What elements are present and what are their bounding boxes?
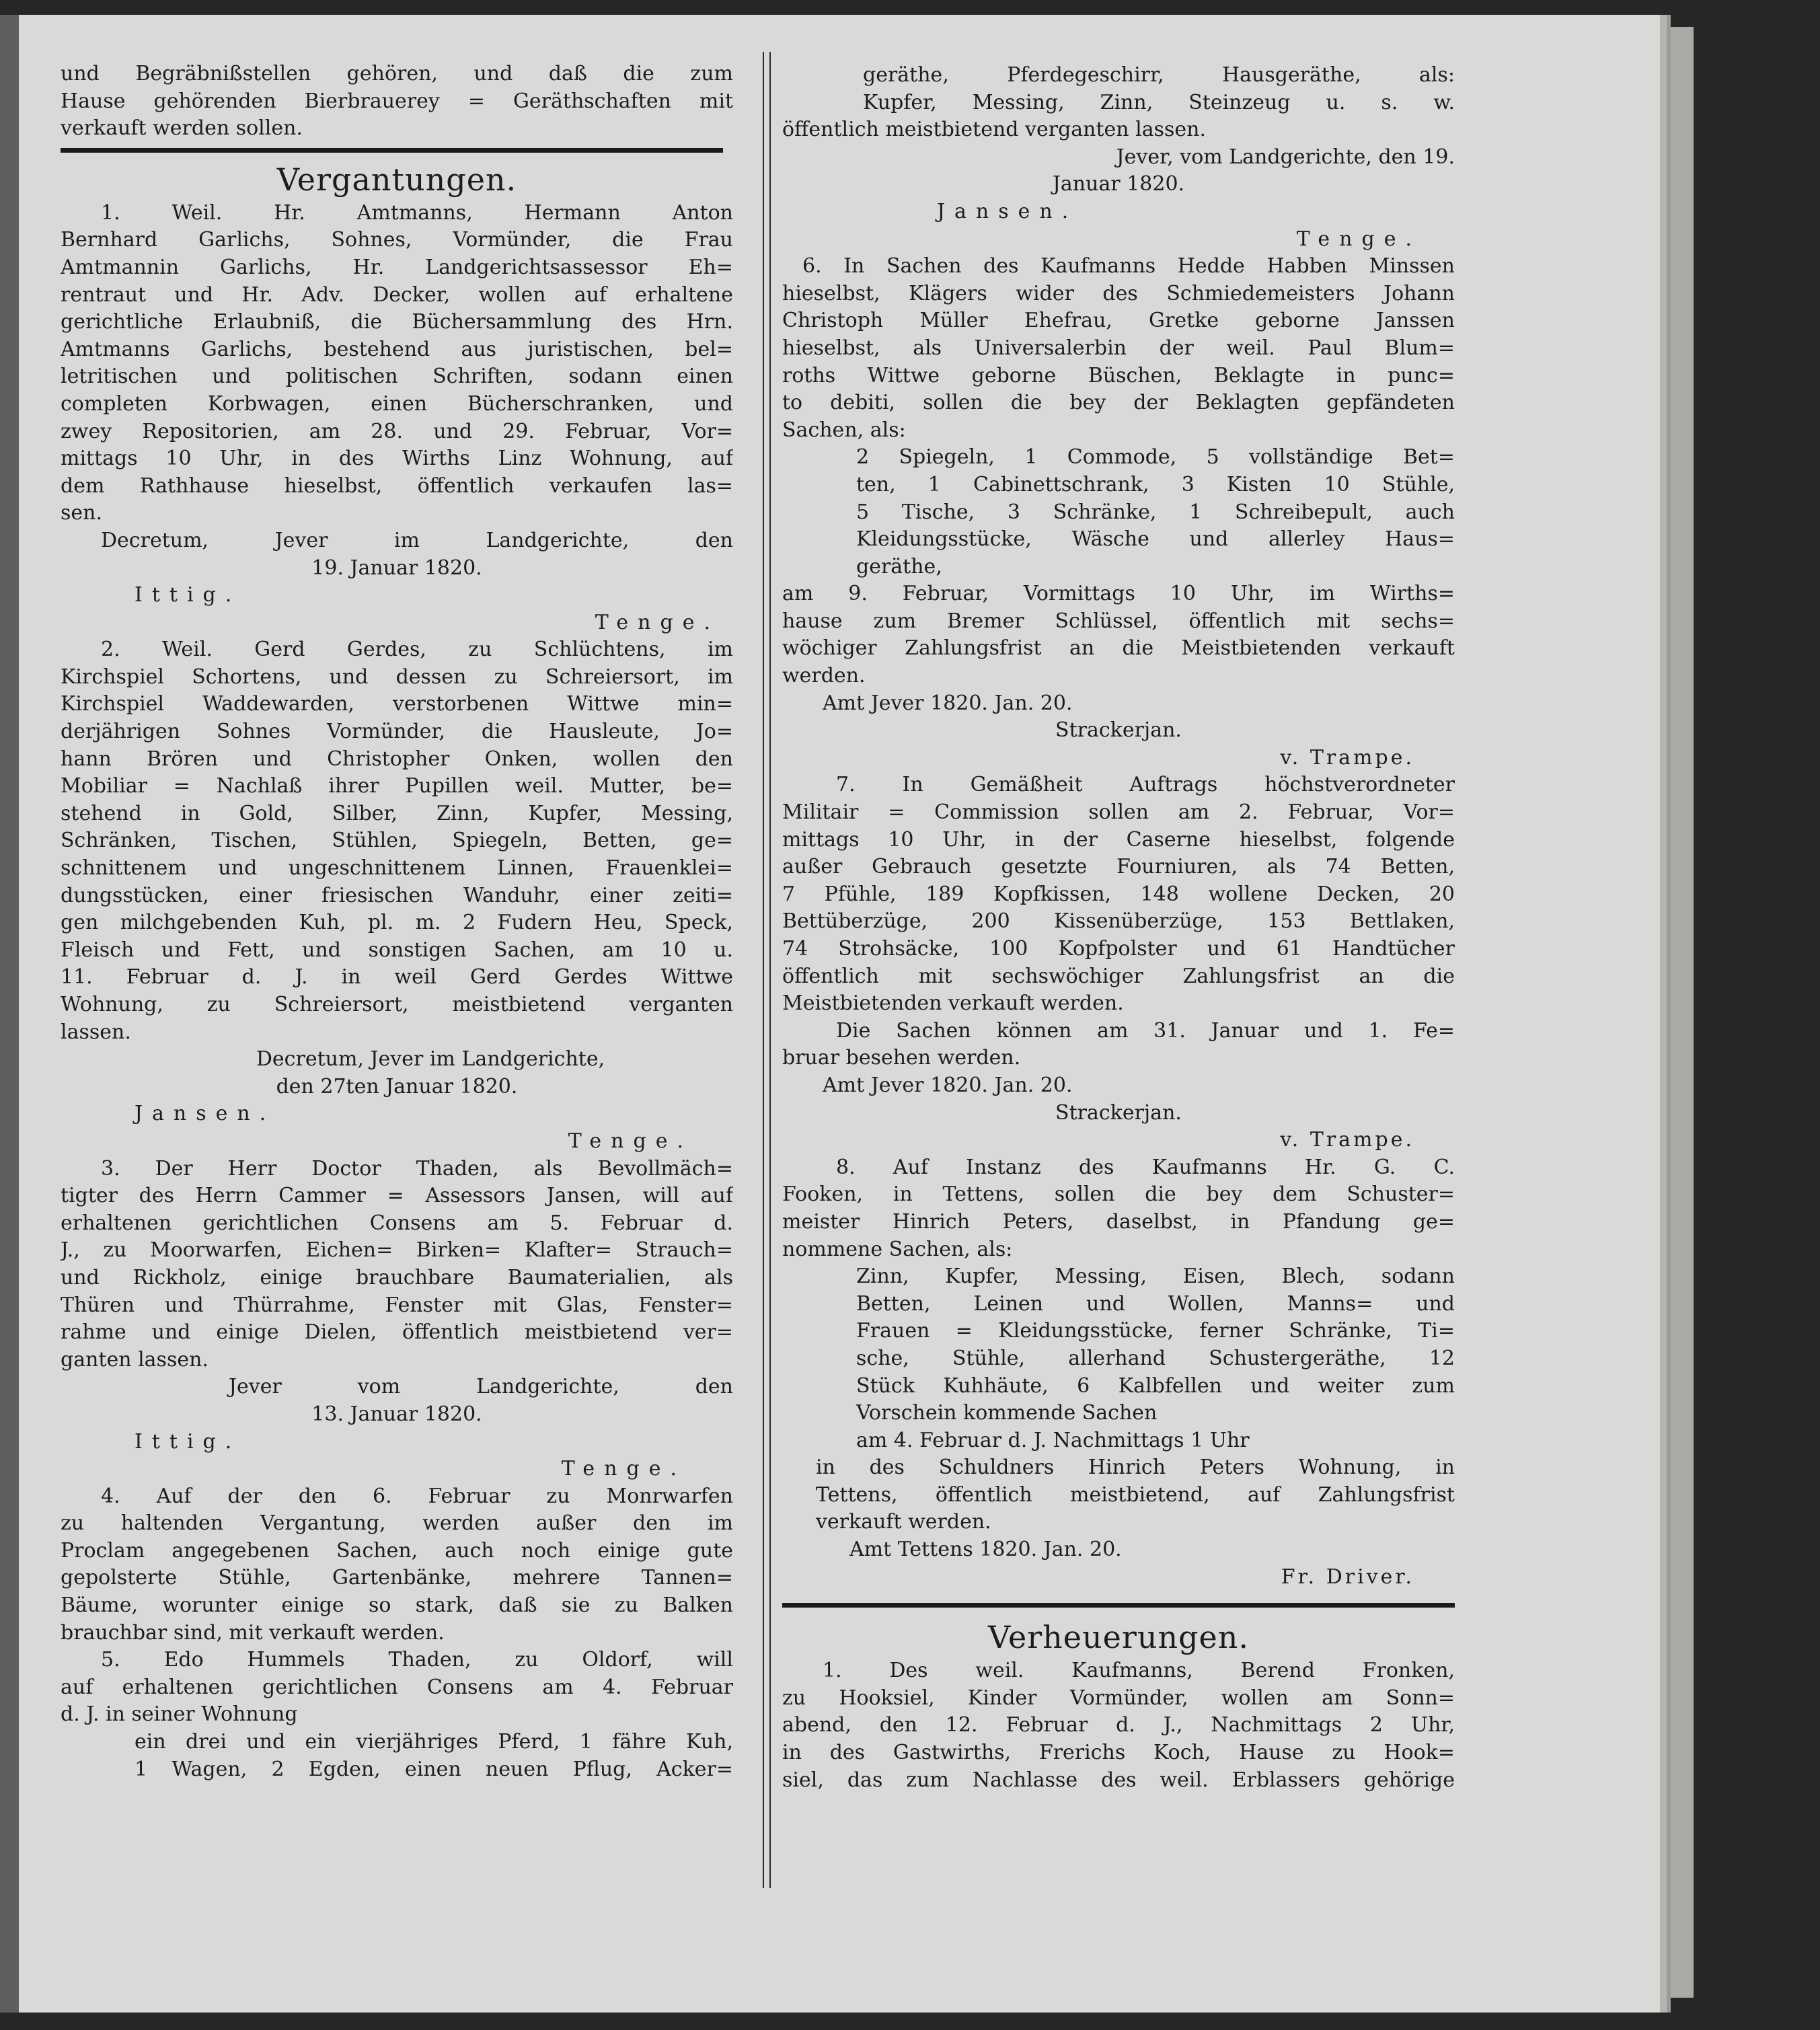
text-line: Wohnung, zu Schreiersort, meistbietend verganten (61, 993, 733, 1016)
text-line: sen. (61, 501, 103, 525)
text-line: 1. Weil. Hr. Amtmanns, Hermann Anton (101, 200, 733, 225)
text-line: am 9. Februar, Vormittags 10 Uhr, im Wirths= (782, 582, 1455, 606)
text-line: am 4. Februar d. J. Nachmittags 1 Uhr (856, 1428, 1250, 1452)
text-line: lassen. (61, 1020, 131, 1044)
text-line: Betten, Leinen und Wollen, Manns= und (856, 1291, 1455, 1316)
signer-right: v. Trampe. (1280, 1128, 1414, 1152)
text-line: wöchiger Zahlungsfrist an die Meistbietenden verkauft (782, 636, 1455, 661)
text-line: 7. In Gemäßheit Auftrags höchstverordneter (836, 773, 1455, 797)
text-line: Sachen, als: (782, 418, 906, 442)
text-line: siel, das zum Nachlasse des weil. Erblassers gehörige (782, 1768, 1455, 1792)
office-line: Amt Jever 1820. Jan. 20. (823, 1073, 1073, 1097)
text-line: 5 Tische, 3 Schränke, 1 Schreibepult, auch (856, 500, 1455, 524)
text-line: erhaltenen gerichtlichen Consens am 5. Februar d. (61, 1211, 733, 1235)
text-line: completen Korbwagen, einen Bücherschranken, und (61, 391, 733, 416)
text-line: geräthe, (856, 554, 942, 578)
column-divider (763, 52, 771, 1888)
text-line: derjährigen Sohnes Vormünder, die Hausleute, Jo= (61, 720, 733, 744)
text-line: sche, Stühle, allerhand Schustergeräthe, 12 (856, 1346, 1455, 1370)
text-line: schnittenem und ungeschnittenem Linnen, Frauenklei= (61, 856, 733, 880)
text-line: hause zum Bremer Schlüssel, öffentlich mit sechs= (782, 609, 1455, 633)
text-line: ganten lassen. (61, 1347, 208, 1371)
text-line: 2 Spiegeln, 1 Commode, 5 vollständige Bet= (856, 445, 1455, 469)
page-edge (1667, 27, 1694, 1998)
text-line: öffentlich meistbietend verganten lassen. (782, 118, 1207, 142)
text-line: 74 Strohsäcke, 100 Kopfpolster und 61 Handtücher (782, 937, 1455, 961)
signer-right: v. Trampe. (1280, 745, 1414, 769)
text-line: Bäume, worunter einige so stark, daß sie zu Balken (61, 1593, 733, 1618)
text-line: ten, 1 Cabinettschrank, 3 Kisten 10 Stühle, (856, 472, 1455, 496)
text-line: stehend in Gold, Silber, Zinn, Kupfer, Messing, (61, 801, 733, 825)
section-rule (61, 148, 723, 153)
section-title: Verheuerungen. (987, 1619, 1250, 1656)
item-7 (782, 772, 1455, 1154)
decree-line: Decretum, Jever im Landgerichte, den (101, 528, 733, 552)
text-line: Hause gehörenden Bierbrauerey = Geräthschaften mit (61, 89, 733, 113)
text-line: Kirchspiel Waddewarden, verstorbenen Wittwe min= (61, 692, 733, 716)
text-line: 11. Februar d. J. in weil Gerd Gerdes Wittwe (61, 965, 733, 989)
text-line: Amtmanns Garlichs, bestehend aus juristischen, bel= (61, 337, 733, 361)
text-line: und Rickholz, einige brauchbare Baumaterialien, als (61, 1265, 733, 1289)
book-binding (0, 15, 19, 2013)
text-line: 1. Des weil. Kaufmanns, Berend Fronken, (823, 1659, 1455, 1683)
text-line: bruar besehen werden. (782, 1046, 1021, 1070)
decree-date: den 27ten Januar 1820. (276, 1074, 518, 1098)
signer-right: Fr. Driver. (1281, 1565, 1414, 1589)
text-line: Kleidungsstücke, Wäsche und allerley Haus= (856, 527, 1455, 552)
text-line: 6. In Sachen des Kaufmanns Hedde Habben Minssen (802, 254, 1455, 278)
text-line: Proclam angegebenen Sachen, auch noch einige gute (61, 1538, 733, 1563)
text-line: Schränken, Tischen, Stühlen, Spiegeln, Betten, ge= (61, 829, 733, 853)
text-line: Kirchspiel Schortens, und dessen zu Schreiersort, im (61, 665, 733, 689)
text-line: hieselbst, als Universalerbin der weil. Paul Blum= (782, 336, 1455, 360)
text-line: Bernhard Garlichs, Sohnes, Vormünder, die Frau (61, 228, 733, 252)
newspaper-page (19, 15, 1667, 2013)
text-line: nommene Sachen, als: (782, 1237, 1013, 1261)
text-line: Zinn, Kupfer, Messing, Eisen, Blech, sodann (856, 1265, 1455, 1289)
text-line: zu haltenden Vergantung, werden außer den im (61, 1511, 733, 1536)
text-line: rahme und einige Dielen, öffentlich meistbietend ver= (61, 1320, 733, 1345)
text-line: hann Brören und Christopher Onken, wollen den (61, 747, 733, 771)
intro-paragraph (61, 61, 733, 143)
item-4 (61, 1483, 733, 1647)
text-line: Fooken, in Tettens, sollen die bey dem Schuster= (782, 1182, 1455, 1207)
text-line: dem Rathhause hieselbst, öffentlich verkaufen las= (61, 474, 733, 498)
signer-right: Tenge. (568, 1129, 693, 1153)
office-line: Amt Tettens 1820. Jan. 20. (849, 1538, 1122, 1562)
text-line: to debiti, sollen die bey der Beklagten gepfändeten (782, 391, 1455, 415)
text-line: gepolsterte Stühle, Gartenbänke, mehrere Tannen= (61, 1566, 733, 1590)
text-line: rentraut und Hr. Adv. Decker, wollen auf erhaltene (61, 283, 733, 307)
text-line: verkauft werden. (816, 1510, 991, 1534)
text-line: Fleisch und Fett, und sonstigen Sachen, am 10 u. (61, 938, 733, 962)
left-column (61, 61, 733, 1783)
text-line: 1 Wagen, 2 Egden, einen neuen Pflug, Acker= (135, 1757, 733, 1781)
text-line: letritischen und politischen Schriften, sodann einen (61, 365, 733, 389)
text-line: Amtmannin Garlichs, Hr. Landgerichtsassessor Eh= (61, 255, 733, 279)
text-line: werden. (782, 664, 866, 688)
decree-line: Jever, vom Landgerichte, den 19. (1116, 145, 1455, 169)
text-line: gen milchgebenden Kuh, pl. m. 2 Fudern Heu, Speck, (61, 911, 733, 935)
text-line: Militair = Commission sollen am 2. Februar, Vor= (782, 800, 1455, 825)
item-2 (61, 636, 733, 1155)
text-line: öffentlich mit sechswöchiger Zahlungsfrist an die (782, 964, 1455, 988)
text-line: Kupfer, Messing, Zinn, Steinzeug u. s. w. (863, 90, 1455, 114)
office-line: Amt Jever 1820. Jan. 20. (823, 691, 1073, 715)
text-line: d. J. in seiner Wohnung (61, 1702, 298, 1727)
text-line: geräthe, Pferdegeschirr, Hausgeräthe, als: (863, 63, 1455, 87)
text-line: Vorschein kommende Sachen (856, 1401, 1158, 1425)
section-rule (782, 1603, 1455, 1608)
signer-right: Tenge. (595, 610, 720, 634)
right-column (782, 62, 1455, 1794)
signer-left: Ittig. (135, 1429, 241, 1454)
verheuerung-item-1 (782, 1657, 1455, 1794)
text-line: gerichtliche Erlaubniß, die Büchersammlung des Hrn. (61, 310, 733, 334)
text-line: Die Sachen können am 31. Januar und 1. Fe= (836, 1018, 1455, 1043)
text-line: hieselbst, Klägers wider des Schmiedemeisters Johann (782, 281, 1455, 305)
signer-right: Tenge. (1296, 227, 1421, 251)
text-line: 7 Pfühle, 189 Kopfkissen, 148 wollene Decken, 20 (782, 882, 1455, 906)
item-8 (782, 1154, 1455, 1591)
text-line: zwey Repositorien, am 28. und 29. Februar, Vor= (61, 419, 733, 443)
text-line: J., zu Moorwarfen, Eichen= Birken= Klafter= Strauch= (61, 1238, 733, 1263)
text-line: roths Wittwe geborne Büschen, Beklagte in punc= (782, 363, 1455, 387)
text-line: 8. Auf Instanz des Kaufmanns Hr. G. C. (836, 1155, 1455, 1179)
text-line: ein drei und ein vierjähriges Pferd, 1 fähre Kuh, (135, 1730, 733, 1754)
continuation (782, 62, 1455, 144)
signer-center: Strackerjan. (1055, 718, 1182, 743)
signer-left: Ittig. (135, 583, 241, 607)
text-line: zu Hooksiel, Kinder Vormünder, wollen am Sonn= (782, 1686, 1455, 1710)
text-line: tigter des Herrn Cammer = Assessors Jansen, will auf (61, 1184, 733, 1208)
text-line: verkauft werden sollen. (61, 116, 303, 141)
item-5 (61, 1647, 733, 1783)
text-line: Tettens, öffentlich meistbietend, auf Zahlungsfrist (816, 1482, 1455, 1507)
decree-line: Decretum, Jever im Landgerichte, (256, 1047, 605, 1072)
text-line: mittags 10 Uhr, in des Wirths Linz Wohnung, auf (61, 447, 733, 471)
signer-right: Tenge. (561, 1457, 686, 1481)
decree-date: 19. Januar 1820. (311, 556, 482, 580)
text-line: Meistbietenden verkauft werden. (782, 991, 1124, 1016)
section-title: Vergantungen. (276, 161, 517, 198)
text-line: außer Gebrauch gesetzte Fourniuren, als 74 Betten, (782, 855, 1455, 879)
text-line: 4. Auf der den 6. Februar zu Monrwarfen (101, 1484, 733, 1508)
text-line: abend, den 12. Februar d. J., Nachmittags 2 Uhr, (782, 1713, 1455, 1737)
text-line: 5. Edo Hummels Thaden, zu Oldorf, will (101, 1648, 733, 1672)
text-line: Thüren und Thürrahme, Fenster mit Glas, Fenster= (61, 1293, 733, 1317)
decree-line: Jever vom Landgerichte, den (229, 1375, 733, 1399)
decree-date: 13. Januar 1820. (311, 1402, 482, 1426)
signer-center: Strackerjan. (1055, 1100, 1182, 1125)
item-3 (61, 1156, 733, 1483)
item-1 (61, 200, 733, 637)
text-line: in des Schuldners Hinrich Peters Wohnung, in (816, 1456, 1455, 1480)
text-line: und Begräbnißstellen gehören, und daß die zum (61, 62, 733, 85)
text-line: mittags 10 Uhr, in der Caserne hieselbst, folgende (782, 827, 1455, 852)
text-line: Frauen = Kleidungsstücke, ferner Schränke, Ti= (856, 1319, 1455, 1343)
text-line: Stück Kuhhäute, 6 Kalbfellen und weiter zum (856, 1374, 1455, 1398)
text-line: Mobiliar = Nachlaß ihrer Pupillen weil. Mutter, be= (61, 774, 733, 798)
decree-date: Januar 1820. (1052, 172, 1185, 196)
item-6 (782, 253, 1455, 772)
text-line: in des Gastwirths, Frerichs Koch, Hause zu Hook= (782, 1741, 1455, 1765)
signer-left: Jansen. (937, 199, 1078, 223)
text-line: 2. Weil. Gerd Gerdes, zu Schlüchtens, im (101, 638, 733, 662)
text-line: auf erhaltenen gerichtlichen Consens am 4. Februar (61, 1675, 733, 1699)
text-line: Christoph Müller Ehefrau, Gretke geborne Janssen (782, 309, 1455, 333)
text-line: dungsstücken, einer friesischen Wanduhr, einer zeiti= (61, 883, 733, 907)
text-line: brauchbar sind, mit verkauft werden. (61, 1620, 445, 1645)
text-line: Bettüberzüge, 200 Kissenüberzüge, 153 Bettlaken, (782, 909, 1455, 934)
text-line: 3. Der Herr Doctor Thaden, als Bevollmäch= (101, 1156, 733, 1180)
text-line: meister Hinrich Peters, daselbst, in Pfandung ge= (782, 1209, 1455, 1234)
signer-left: Jansen. (135, 1102, 276, 1126)
